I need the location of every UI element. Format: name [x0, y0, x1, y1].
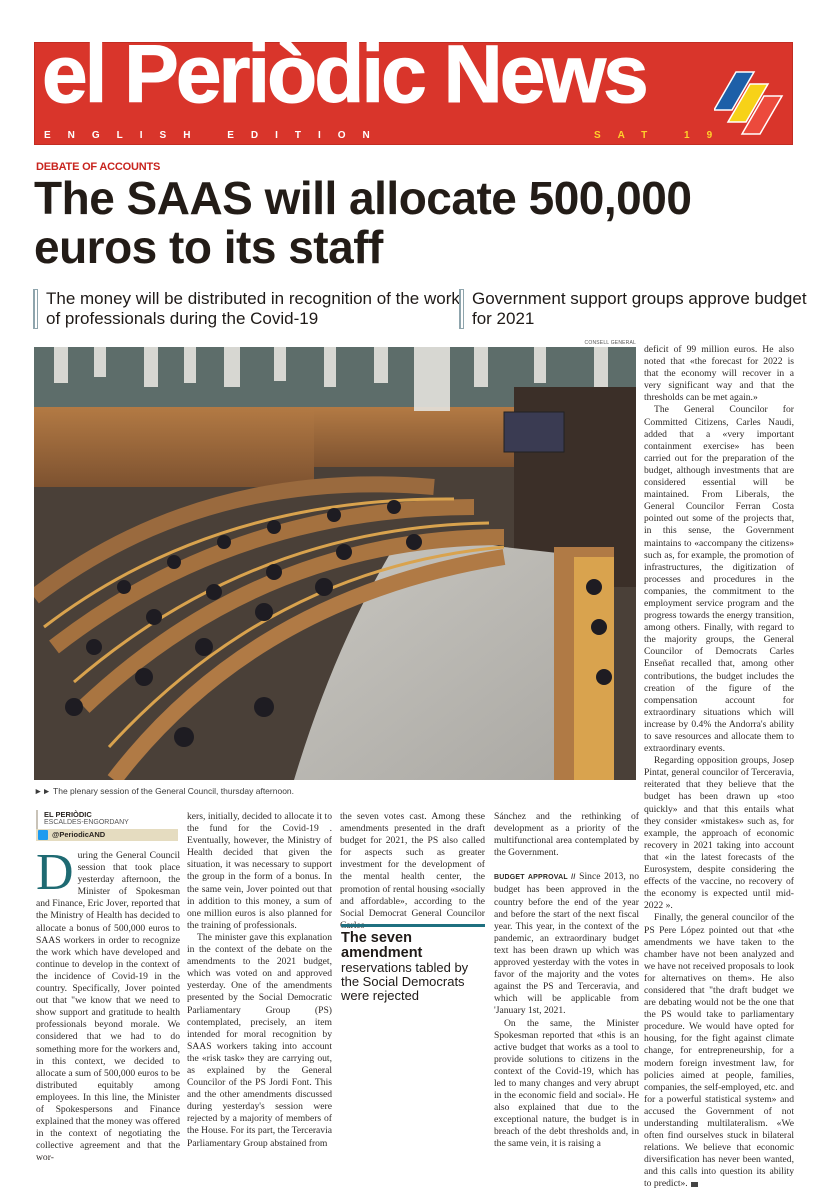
screen: [504, 412, 564, 452]
twitter-handle[interactable]: @PeriodicAND: [52, 830, 106, 839]
newspaper-logo: el Periòdic News: [42, 29, 646, 120]
byline-location: ESCALDES-ENGORDANY: [44, 819, 129, 826]
paragraph: The minister gave this explanation in the context of the debate on the amendments to the 2021 budget, which was voted on and approved yesterday. One of the amendments presented by the Social Democratic Parliamentary Group (PS) contemplated, precisely, an item intended for moral recognition by SAAS workers taking into account the «risk task» they are carrying out, as explained by the General Councilor of the PS Jordi Font. This and the other amendments discussed during yesterday's session were rejected by a majority of members of the House. For its part, the Terceravia Parliamentary Group abstained from: [187, 931, 332, 1149]
body-column-2: [187, 811, 332, 1150]
paragraph-final: [644, 912, 794, 1190]
section-label: DEBATE OF ACCOUNTS: [36, 161, 161, 173]
headline: The SAAS will allocate 500,000 euros to its staff: [34, 172, 692, 273]
runin-label: BUDGET APPROVAL //: [494, 874, 576, 882]
masthead: [34, 29, 793, 145]
body-column-4: [494, 811, 639, 1151]
subhead-left: The money will be distributed in recognition of the work of professionals during the Covid-19: [37, 289, 466, 329]
paragraph: deficit of 99 million euros. He also noted that «the forecast for 2022 is that the economy will recover in a very significant way and that the thresholds can be met again.»: [644, 344, 794, 404]
photo-credit: CONSELL GENERAL: [584, 340, 636, 346]
twitter-handle-bar[interactable]: [36, 829, 178, 841]
paragraph: kers, initially, decided to allocate it to the fund for the Covid-19 . Eventually, however, the Ministry of Health decided that given the situation, it was necessary to support the group in the form of a bonus. In the same vein, Jover pointed out that in addition to this money, a sum of one million euros is also planned for the training of professionals.: [187, 811, 332, 931]
twitter-icon: [38, 830, 48, 840]
end-mark-icon: [691, 1182, 698, 1187]
plenary-chamber-illustration: [34, 347, 636, 780]
paragraph: The General Councilor for Committed Citizens, Carles Naudi, added that a «very important containment exercise» has been carried out for the preparation of the budget, although investments that are considered essential will be maintained. From Liberals, the General Councilor Ferran Costa pointed out some of the projects that, in this sense, the Government maintains to «accompany the citizens» such as, for example, the promotion of infrastructures, the digitization of processes and procedures in the companies, the commitment to the employment service program and the progress towards the energy transition, among others. Finally, with regard to the majority groups, the General Councilor of Democrats Carles Enseñat recalled that, among other contributions, the budget includes the creation of the figure of the compensation account for extraordinary situations which will increase by 0.4% the Andorra's ability to save resources and allocate them to extraordinary events.: [644, 404, 794, 755]
byline-author: EL PERIÒDIC: [44, 810, 92, 819]
paragraph: Regarding opposition groups, Josep Pintat, general councilor of Terceravia, reiterated that they believe that the budget has been drawn up «too quickly» and that this entails what they consider «mistakes» such as, for example, the approach of economic recovery in 2021 taking into account that «in the latest forecasts of the Eurosystem, despite considering the effects of the vaccine, no recovery of the economy is expected until mid-2022 ».: [644, 755, 794, 912]
body-column-5: [644, 344, 794, 1191]
runin-text: Since 2013, no budget has been approved in the country before the end of the year and before the start of the next fiscal year. This year, in the context of the pandemic, an extraordinary budget text has been drawn up which was approved yesterday with the votes in favor of the majority and the votes against the PS and Terceravia, and which will be applicable from 'January 1st, 2021.: [494, 871, 640, 1017]
subhead-right: Government support groups approve budget for 2021: [463, 289, 812, 329]
body-column-1: [36, 844, 180, 1164]
issue-date: SAT 19: [594, 130, 730, 141]
edition-label: ENGLISH EDITION: [44, 130, 387, 141]
paragraph: Sánchez and the rethinking of development as a priority of the multifunctional area contemplated by the Government.: [494, 811, 639, 859]
paragraph: On the same, the Minister Spokesman reported that «this is an active budget that works as a tool to provide solutions to citizens in the context of the Covid-19, which has led to many changes and very abrupt in the economic field and social». He also explained that due to the exceptional nature, the budget is in breach of the debt thresholds and, in the same vein, it is raising a: [494, 1017, 639, 1150]
body-column-3: [340, 811, 485, 932]
photo-caption: ►► The plenary session of the General Council, thursday afternoon.: [34, 786, 295, 796]
drop-cap: D: [36, 844, 74, 901]
paragraph-with-runin: [494, 871, 639, 1017]
article-photo: [34, 347, 636, 780]
pull-quote-title: The seven amendment: [341, 930, 423, 961]
paragraph: uring the General Council session that took place yesterday afternoon, the Minister of Spokesman and Finance, Eric Jover, reported that the Ministry of Health has decided to allocate a bonus of 500,000 euros to SAAS workers in order to recognize the work which have developed and continue to develop in the context of the incidence of Covid-19 in the country. Specifically, Jover pointed out that "we know that we need to show support and gratitude to health professionals beyond morale. We considered that we had to do something more for the workers and, in this context, we decided to allocate a sum of 500,000 euros to be distributed equitably among employees. In this line, the Minister of Spokespersons and Finance explained that the money was offered in the context of negotiating the collective agreement and that the wor-: [36, 850, 180, 1164]
pull-quote-text: reservations tabled by the Social Democrats were rejected: [341, 960, 469, 1003]
paragraph: the seven votes cast. Among these amendments presented in the draft budget for 2021, the PS also called for aspects such as greater investment for the development of the mental health center, the promotion of rental housing «socially and affordable», according to the Social Democrat General Councilor Carles: [340, 811, 485, 931]
final-text: Finally, the general councilor of the PS Pere López pointed out that «the amendments we have taken to the chamber have not been analyzed and we have not received proposals to look for alternatives on them». He also considered that "the draft budget we are debating would not be the one that the PS would take to parliamentary procedure. We would have opted for housing, for the fight against climate change, for entrepreneurship, for a modern foreign investment law, for policies aimed at people, families, companies, the self-employed, etc. and for a powerful statistical system» and accused the Government of not understanding multilateralism. «We often find ourselves stuck in bilateral relations. We believe that economic diversification has never been wanted, and this calls into question its ability to predict».: [644, 912, 794, 1190]
pull-quote: [341, 924, 485, 1003]
